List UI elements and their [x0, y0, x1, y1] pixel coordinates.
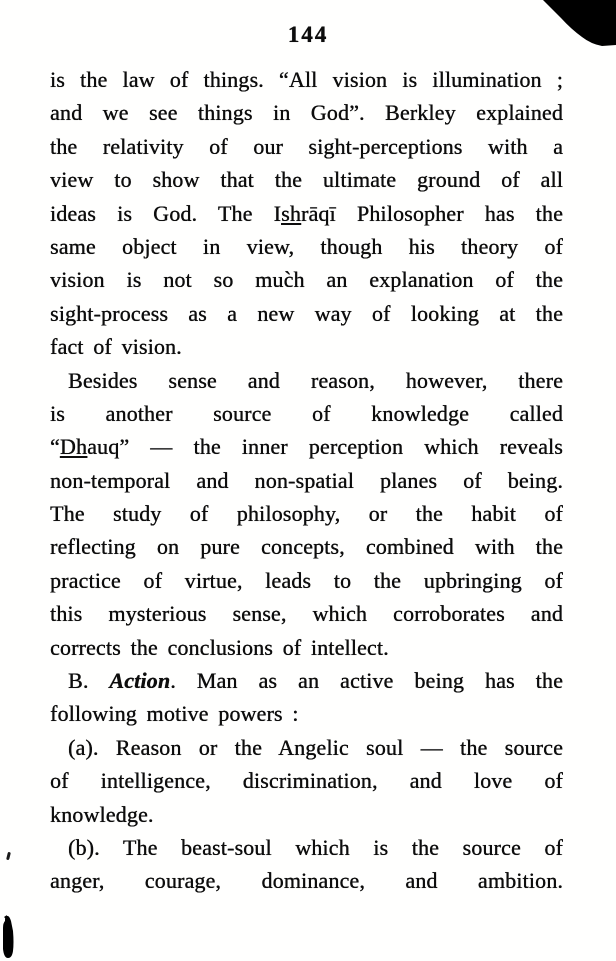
text-line	[50, 63, 563, 96]
text-segment: is the law of things. “All vision is illumination ;	[50, 67, 563, 92]
text-line	[50, 297, 563, 330]
text-segment: the relativity of our sight-perceptions with a	[50, 133, 563, 159]
text-line	[50, 831, 563, 864]
text-line	[50, 697, 563, 730]
text-segment: fact of vision.	[50, 334, 182, 360]
text-segment: B.	[68, 668, 110, 694]
text-segment: The study of philosophy, or the habit of	[50, 501, 563, 527]
text-line	[50, 864, 563, 897]
italic-text: Action	[109, 668, 171, 694]
text-segment: (b). The beast-soul which is the source of	[68, 834, 563, 860]
text-block	[50, 63, 563, 898]
text-segment: following motive powers :	[50, 701, 299, 727]
text-segment: is another source of knowledge called	[50, 400, 563, 426]
text-line	[50, 130, 563, 163]
text-segment: of intelligence, discrimination, and love of	[50, 768, 563, 794]
text-line	[50, 230, 563, 263]
text-line	[50, 163, 563, 196]
speck-mark	[6, 852, 11, 860]
text-line	[50, 597, 563, 630]
text-line	[50, 330, 563, 363]
text-line	[50, 564, 563, 597]
text-line	[50, 197, 563, 230]
text-segment: reflecting on pure concepts, combined with the	[50, 534, 563, 560]
text-segment: (a). Reason or the Angelic soul — the source	[68, 734, 563, 760]
text-segment: . Man as an active being has the	[170, 668, 563, 694]
text-segment: this mysterious sense, which corroborates and	[50, 601, 563, 627]
text-segment: sight-process as a new way of looking at the	[50, 300, 563, 326]
text-line	[50, 497, 563, 530]
text-line	[50, 731, 563, 764]
text-line	[50, 430, 563, 463]
text-line	[50, 664, 563, 697]
text-line	[50, 96, 563, 129]
text-line	[50, 364, 563, 397]
text-segment: ideas is God. The I	[50, 200, 282, 226]
underlined-text: Dh	[59, 434, 88, 460]
text-line	[50, 631, 563, 664]
page-number: 144	[287, 22, 329, 47]
text-line	[50, 397, 563, 430]
text-segment: view to show that the ultimate ground of all	[50, 167, 563, 193]
underlined-text: sh	[281, 200, 301, 226]
text-segment: and we see things in God”. Berkley explained	[50, 100, 563, 126]
text-segment: corrects the conclusions of intellect.	[50, 634, 389, 660]
text-line	[50, 263, 563, 296]
text-segment: auq” — the inner perception which reveals	[87, 434, 563, 460]
text-segment: knowledge.	[50, 801, 154, 827]
text-line	[50, 764, 563, 797]
text-line	[50, 464, 563, 497]
text-line	[50, 798, 563, 831]
ink-blob-mark	[0, 913, 18, 961]
text-segment: Besides sense and reason, however, there	[68, 367, 563, 393]
text-segment: anger, courage, dominance, and ambition.	[50, 868, 563, 894]
text-segment: non-temporal and non-spatial planes of being.	[50, 467, 563, 493]
text-segment: rāqī Philosopher has the	[300, 200, 563, 226]
text-segment: “	[50, 434, 60, 460]
text-line	[50, 530, 563, 563]
text-segment: same object in view, though his theory of	[50, 233, 563, 259]
text-segment: vision is not so muc̀h an explanation of the	[50, 267, 563, 293]
text-segment: practice of virtue, leads to the upbringing of	[50, 567, 563, 593]
